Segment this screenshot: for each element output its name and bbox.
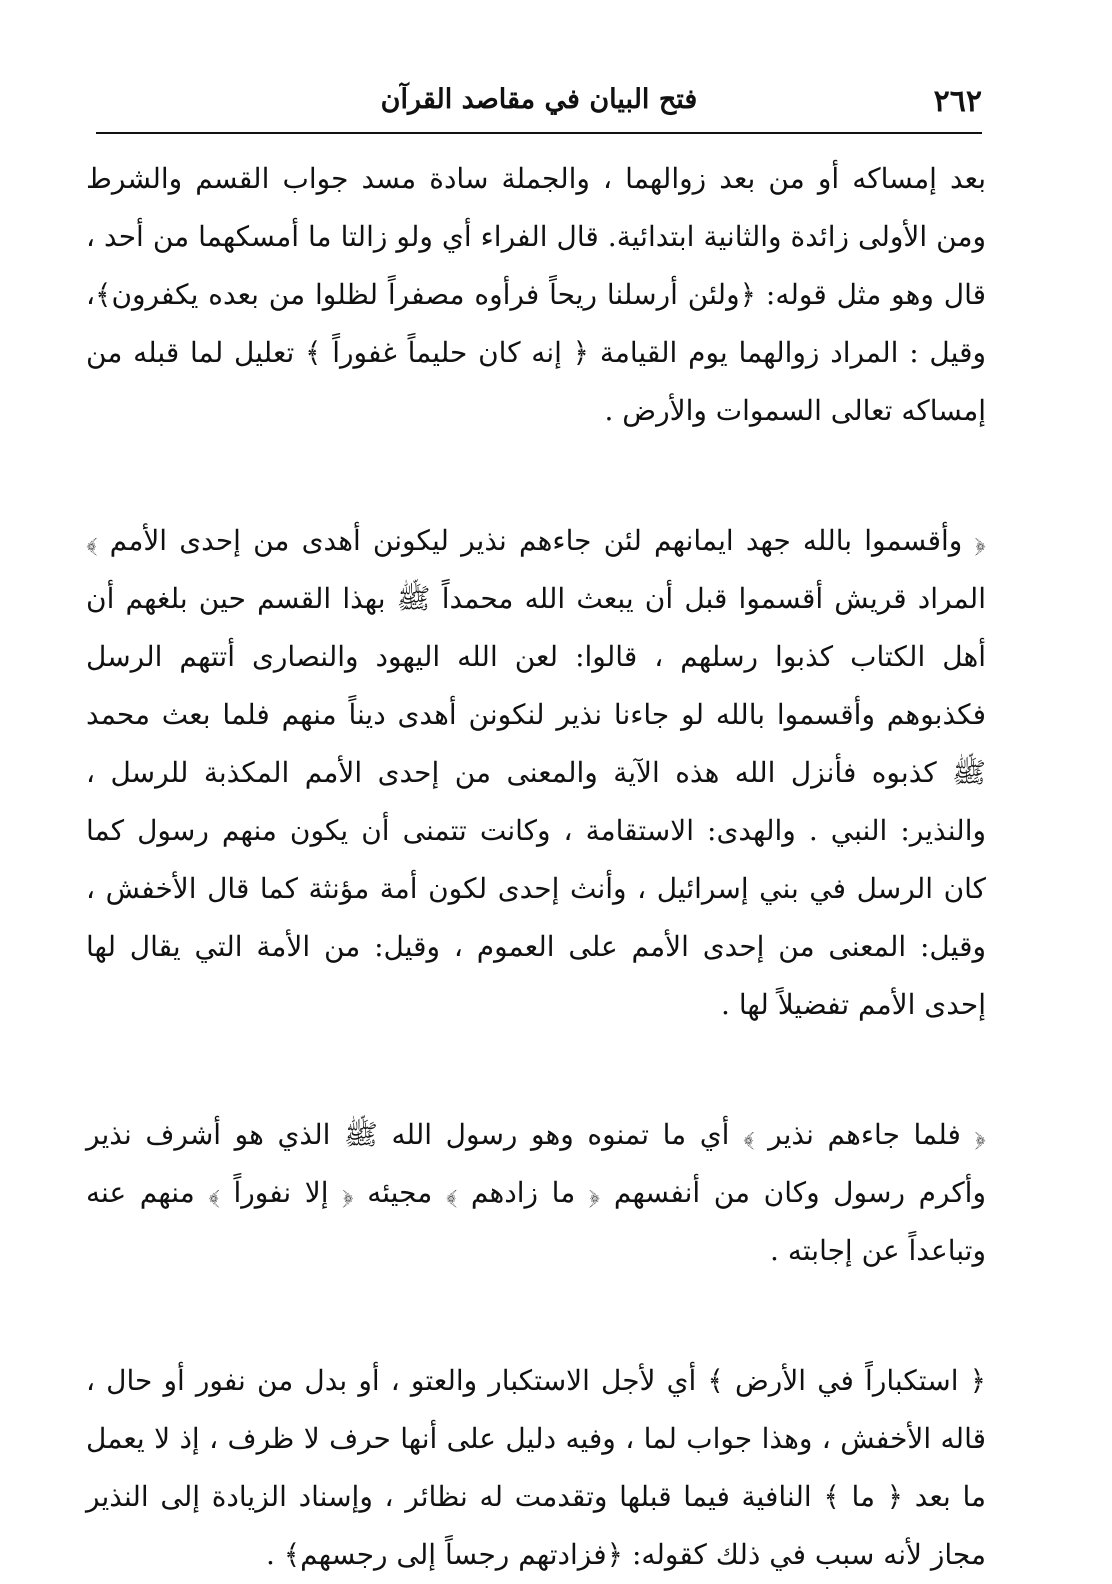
paragraph-3: ﴿ فلما جاءهم نذير ﴾ أي ما تمنوه وهو رسول الله ﷺ الذي هو أشرف نذير وأكرم رسول وكان من أنفسهم ﴿ ما زادهم ﴾ مجيئه ﴿ إلا نفوراً ﴾ منهم عنه وتباعداً عن إجابته . <box>86 1118 986 1267</box>
page-header <box>96 82 982 130</box>
header-rule <box>96 132 982 134</box>
body-text <box>86 150 986 1584</box>
running-title: فتح البيان في مقاصد القرآن <box>380 84 698 115</box>
paragraph-gap <box>86 1034 986 1106</box>
paragraph-gap <box>86 1280 986 1352</box>
page-number: ٢٦٢ <box>933 84 982 119</box>
paragraph-2: ﴿ وأقسموا بالله جهد ايمانهم لئن جاءهم نذير ليكونن أهدى من إحدى الأمم ﴾ المراد قريش أقسموا قبل أن يبعث الله محمداً ﷺ بهذا القسم حين بلغهم أن أهل الكتاب كذبوا رسلهم ، قالوا: لعن الله اليهود والنصارى أتتهم الرسل فكذبوهم وأقسموا بالله لو جاءنا نذير لنكونن أهدى ديناً منهم فلما بعث محمد ﷺ كذبوه فأنزل الله هذه الآية والمعنى من إحدى الأمم المكذبة للرسل ، والنذير: النبي . والهدى: الاستقامة ، وكانت تتمنى أن يكون منهم رسول كما كان الرسل في بني إسرائيل ، وأنث إحدى لكون أمة مؤنثة كما قال الأخفش ، وقيل: المعنى من إحدى الأمم على العموم ، وقيل: من الأمة التي يقال لها إحدى الأمم تفضيلاً لها . <box>86 524 986 1021</box>
paragraph-1: بعد إمساكه أو من بعد زوالهما ، والجملة سادة مسد جواب القسم والشرط ومن الأولى زائدة والثانية ابتدائية. قال الفراء أي ولو زالتا ما أمسكهما من أحد ، قال وهو مثل قوله: ﴿ولئن أرسلنا ريحاً فرأوه مصفراً لظلوا من بعده يكفرون﴾، وقيل : المراد زوالهما يوم القيامة ﴿ إنه كان حليماً غفوراً ﴾ تعليل لما قبله من إمساكه تعالى السموات والأرض . <box>86 162 986 427</box>
paragraph-gap <box>86 440 986 512</box>
paragraph-4: ﴿ استكباراً في الأرض ﴾ أي لأجل الاستكبار والعتو ، أو بدل من نفور أو حال ، قاله الأخفش ، وهذا جواب لما ، وفيه دليل على أنها حرف لا ظرف ، إذ لا يعمل ما بعد ﴿ ما ﴾ النافية فيما قبلها وتقدمت له نظائر ، وإسناد الزيادة إلى النذير مجاز لأنه سبب في ذلك كقوله: ﴿فزادتهم رجساً إلى رجسهم﴾ . <box>86 1364 986 1571</box>
